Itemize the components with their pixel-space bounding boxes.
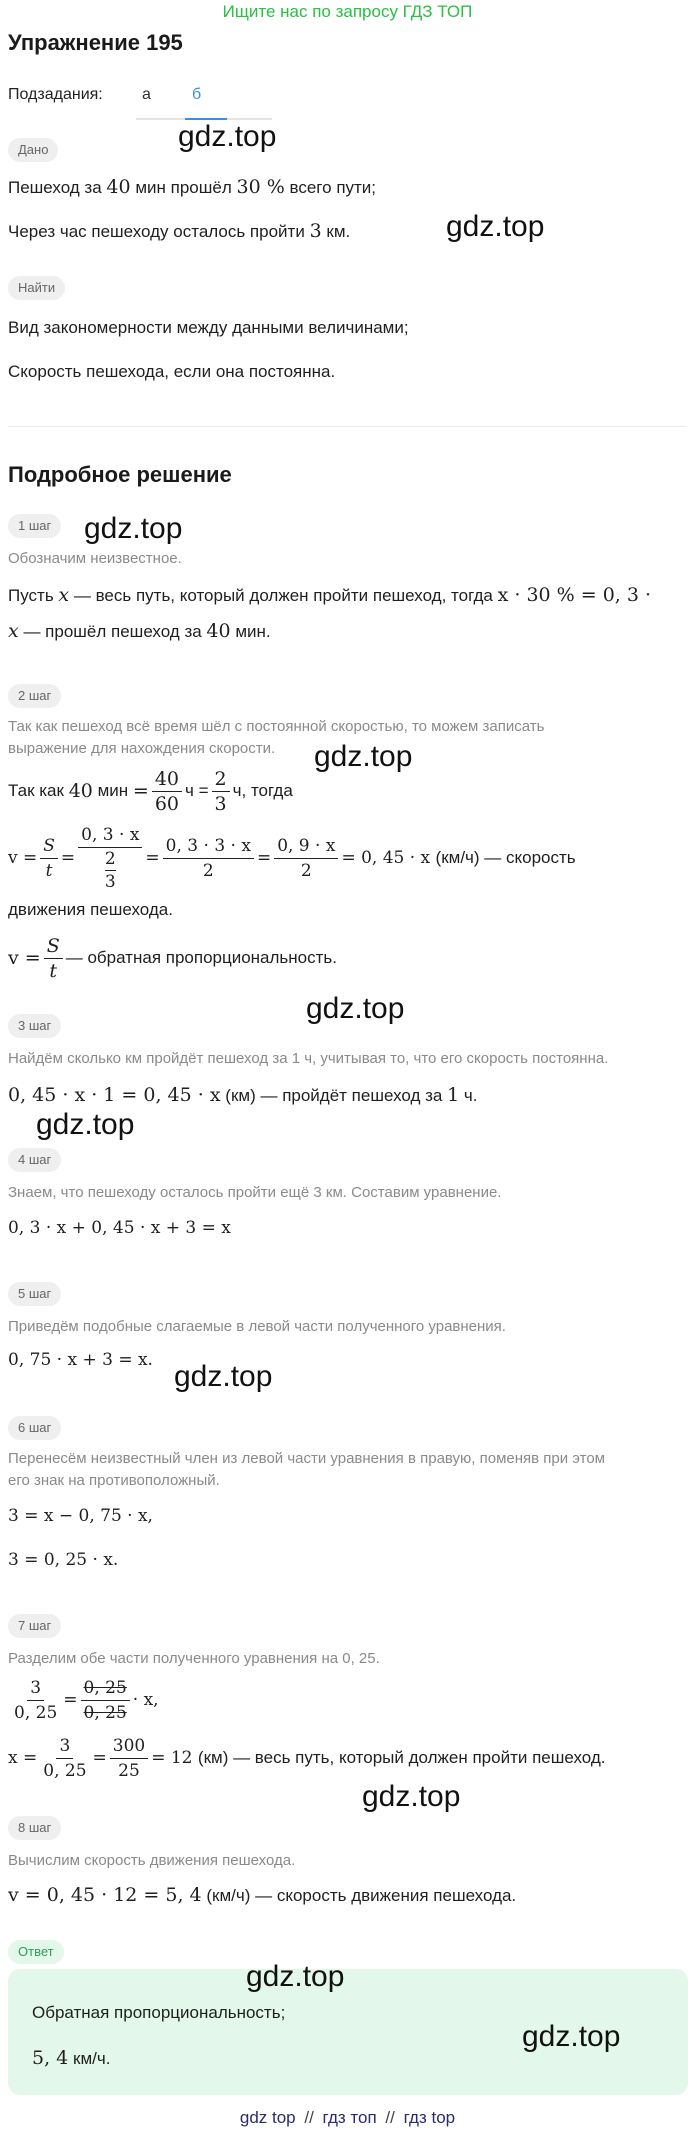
step-1-line-1: Пусть x — весь путь, который должен пройти пешеход, тогда x · 30 % = 0, 3 · — [8, 584, 652, 606]
find-line-1: Вид закономерности между данными величинами; — [8, 318, 409, 337]
step-3-line-1: 0, 45 · x · 1 = 0, 45 · x (км) — пройдёт пешеход за 1 ч. — [8, 1084, 478, 1106]
subtasks-label: Подзадания: — [8, 86, 103, 103]
footer-link-2[interactable]: гдз топ — [322, 2108, 377, 2127]
fraction-cancelled: $\frac{0, 25}{0, 25}$ — [81, 1676, 130, 1725]
watermark: gdz.top — [522, 2020, 621, 2053]
step-6-equation-2: 3 = 0, 25 · x. — [8, 1550, 119, 1570]
watermark: gdz.top — [36, 1108, 135, 1141]
step-2-line-1: Так как 40 мин = $\frac{40}{60}$ ч = $\frac{2}{3}$ ч, тогда — [8, 767, 293, 815]
step-6-equation-1: 3 = x − 0, 75 · x, — [8, 1506, 153, 1526]
find-chip: Найти — [8, 276, 65, 300]
step-7-result: x = $\frac{3}{0, 25}$ = $\frac{300}{25}$ = 12 (км) — весь путь, который должен пройти пешеход. — [8, 1735, 606, 1781]
step-1-line-2: x — прошёл пешеход за 40 мин. — [8, 620, 271, 642]
fraction-complex: 0, 3 · x 2 3 — [78, 823, 142, 893]
fraction-s-t-2: $\frac{S}{t}$ — [44, 934, 63, 983]
step-8-line-1: v = 0, 45 · 12 = 5, 4 (км/ч) — скорость движения пешехода. — [8, 1884, 517, 1906]
subtask-tab-b[interactable]: б — [192, 86, 202, 103]
footer-separator: // — [385, 2108, 395, 2127]
fraction-40-60: $\frac{40}{60}$ — [152, 767, 182, 816]
step-2-hint-2: выражение для нахождения скорости. — [8, 740, 276, 757]
section-divider — [8, 426, 686, 427]
footer-link-1[interactable]: gdz top — [239, 2108, 296, 2127]
watermark: gdz.top — [446, 210, 545, 243]
watermark: gdz.top — [174, 1360, 273, 1393]
footer-separator: // — [304, 2108, 314, 2127]
step-2-hint-1: Так как пешеход всё время шёл с постоянной скоростью, то можем записать — [8, 718, 545, 735]
step-4-hint: Знаем, что пешеходу осталось пройти ещё 3 км. Составим уравнение. — [8, 1184, 502, 1201]
step-8-chip: 8 шаг — [8, 1816, 61, 1840]
answer-line-1: Обратная пропорциональность; — [32, 2003, 286, 2022]
given-line-1: Пешеход за 40 мин прошёл 30 % всего пути; — [8, 176, 377, 198]
step-3-chip: 3 шаг — [8, 1014, 61, 1038]
step-7-hint: Разделим обе части полученного уравнения на 0, 25. — [8, 1650, 380, 1667]
page-title: Упражнение 195 — [8, 30, 183, 55]
step-4-equation: 0, 3 · x + 0, 45 · x + 3 = x — [8, 1218, 231, 1238]
step-2-chip: 2 шаг — [8, 684, 61, 708]
step-4-chip: 4 шаг — [8, 1148, 61, 1172]
given-chip: Дано — [8, 138, 58, 162]
step-2-line-4: v = $\frac{S}{t}$ — обратная пропорциональность. — [8, 934, 337, 982]
watermark: gdz.top — [306, 992, 405, 1025]
step-6-chip: 6 шаг — [8, 1416, 61, 1440]
step-2-line-3: движения пешехода. — [8, 900, 173, 919]
fraction-300-25: $\frac{300}{25}$ — [110, 1734, 148, 1783]
step-7-division: $\frac{3}{0, 25}$ = $\frac{0, 25}{0, 25}$ · x, — [8, 1674, 159, 1726]
fraction-3-over-025: $\frac{3}{0, 25}$ — [14, 1677, 58, 1723]
watermark: gdz.top — [362, 1780, 461, 1813]
step-5-chip: 5 шаг — [8, 1282, 61, 1306]
given-line-2: Через час пешеходу осталось пройти 3 км. — [8, 220, 351, 242]
step-8-hint: Вычислим скорость движения пешехода. — [8, 1852, 296, 1869]
step-1-hint: Обозначим неизвестное. — [8, 550, 182, 567]
step-1-chip: 1 шаг — [8, 514, 61, 538]
subtask-tab-a[interactable]: а — [142, 86, 151, 103]
answer-chip: Ответ — [8, 1940, 64, 1964]
step-5-hint: Приведём подобные слагаемые в левой части полученного уравнения. — [8, 1318, 506, 1335]
solution-title: Подробное решение — [8, 462, 232, 487]
watermark: gdz.top — [246, 1960, 345, 1993]
fraction-3-over-025-b: $\frac{3}{0, 25}$ — [43, 1735, 87, 1781]
answer-line-2: 5, 4 км/ч. — [32, 2047, 111, 2069]
find-line-2: Скорость пешехода, если она постоянна. — [8, 362, 336, 381]
fraction-s-t: $\frac{S}{t}$ — [40, 834, 58, 883]
step-7-chip: 7 шаг — [8, 1614, 61, 1638]
footer-links — [0, 2108, 695, 2128]
watermark: gdz.top — [314, 740, 413, 773]
watermark: gdz.top — [178, 120, 277, 153]
step-5-equation: 0, 75 · x + 3 = x. — [8, 1350, 153, 1370]
step-3-hint: Найдём сколько км пройдёт пешеход за 1 ч, учитывая то, что его скорость постоянна. — [8, 1050, 609, 1067]
fraction-0-9-x: $\frac{0, 9 \cdot x}{2}$ — [274, 834, 338, 883]
step-6-hint-1: Перенесём неизвестный член из левой части уравнения в правую, поменяв при этом — [8, 1450, 605, 1467]
promo-banner[interactable]: Ищите нас по запросу ГДЗ ТОП — [222, 2, 473, 21]
step-6-hint-2: его знак на противоположный. — [8, 1472, 220, 1489]
step-2-velocity-formula: v = $\frac{S}{t}$ = 0, 3 · x 2 3 = $\frac{0, 3 \cdot 3 \cdot x}{2}$ = $\frac{0, 9 \cdot x}{2}$ = 0, 45 · x (км/ч) — скорость — [8, 825, 576, 892]
footer-link-3[interactable]: гдз top — [403, 2108, 456, 2127]
watermark: gdz.top — [84, 512, 183, 545]
fraction-2-3: $\frac{2}{3}$ — [212, 767, 230, 816]
fraction-0-3-3-x: $\frac{0, 3 \cdot 3 \cdot x}{2}$ — [163, 834, 254, 883]
